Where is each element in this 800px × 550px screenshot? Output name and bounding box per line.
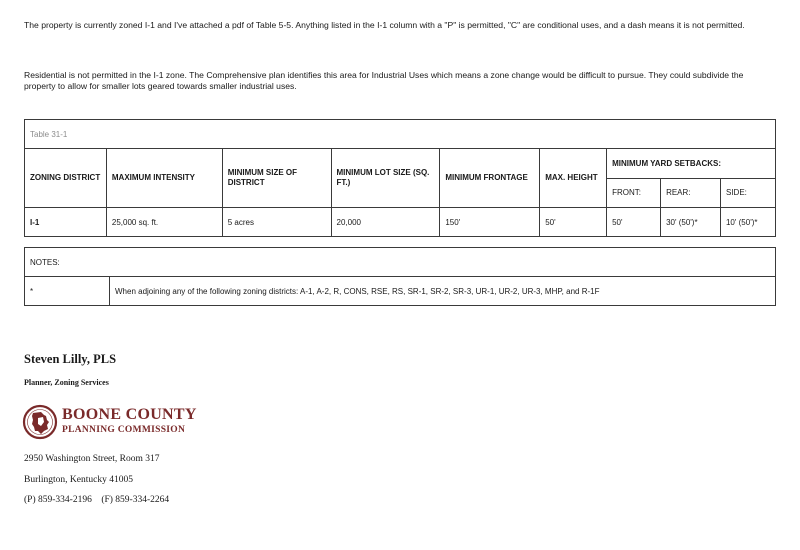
signature-title: Planner, Zoning Services bbox=[24, 378, 109, 387]
header-setbacks: MINIMUM YARD SETBACKS: bbox=[607, 149, 776, 179]
notes-header: NOTES: bbox=[25, 248, 776, 277]
header-side: SIDE: bbox=[720, 178, 775, 208]
cell-front: 50' bbox=[607, 208, 661, 237]
notes-text: When adjoining any of the following zoning districts: A-1, A-2, R, CONS, RSE, RS, SR-1, SR-2, SR-3, UR-1, UR-2, UR-3, MHP, and R-1F bbox=[110, 277, 776, 306]
zoning-table bbox=[24, 119, 776, 237]
table-caption: Table 31-1 bbox=[25, 120, 776, 149]
residential-paragraph: Residential is not permitted in the I-1 zone. The Comprehensive plan identifies this area for Industrial Uses which means a zone change would be difficult to pursue. They could subdivide the property to allow for smaller lots geared towards smaller industrial uses. bbox=[24, 70, 744, 91]
cell-min-lot-size: 20,000 bbox=[331, 208, 440, 237]
header-max-height: MAX. HEIGHT bbox=[540, 149, 607, 208]
cell-max-height: 50' bbox=[540, 208, 607, 237]
boone-county-logo bbox=[22, 404, 202, 440]
header-min-lot-size: MINIMUM LOT SIZE (SQ. FT.) bbox=[331, 149, 440, 208]
cell-zoning-district: I-1 bbox=[25, 208, 107, 237]
header-min-size: MINIMUM SIZE OF DISTRICT bbox=[222, 149, 331, 208]
address-city: Burlington, Kentucky 41005 bbox=[24, 475, 133, 485]
county-seal-icon bbox=[22, 404, 60, 440]
table-row bbox=[25, 208, 776, 237]
logo-title: BOONE COUNTY bbox=[62, 406, 197, 423]
notes-symbol: * bbox=[25, 277, 110, 306]
header-zoning-district: ZONING DISTRICT bbox=[25, 149, 107, 208]
cell-rear: 30' (50')* bbox=[661, 208, 721, 237]
header-min-frontage: MINIMUM FRONTAGE bbox=[440, 149, 540, 208]
signature-name: Steven Lilly, PLS bbox=[24, 352, 117, 366]
cell-min-size: 5 acres bbox=[222, 208, 331, 237]
address-street: 2950 Washington Street, Room 317 bbox=[24, 454, 160, 464]
header-front: FRONT: bbox=[607, 178, 661, 208]
phone-numbers: (P) 859-334-2196 (F) 859-334-2264 bbox=[24, 495, 170, 505]
header-max-intensity: MAXIMUM INTENSITY bbox=[106, 149, 222, 208]
cell-min-frontage: 150' bbox=[440, 208, 540, 237]
cell-side: 10' (50')* bbox=[720, 208, 775, 237]
notes-table bbox=[24, 247, 776, 306]
header-rear: REAR: bbox=[661, 178, 721, 208]
logo-subtitle: PLANNING COMMISSION bbox=[62, 425, 186, 435]
intro-paragraph: The property is currently zoned I-1 and I've attached a pdf of Table 5-5. Anything listed in the I-1 column with a "P" is permitted, "C" are conditional uses, and a dash means it is not permitted. bbox=[24, 20, 745, 30]
cell-max-intensity: 25,000 sq. ft. bbox=[106, 208, 222, 237]
